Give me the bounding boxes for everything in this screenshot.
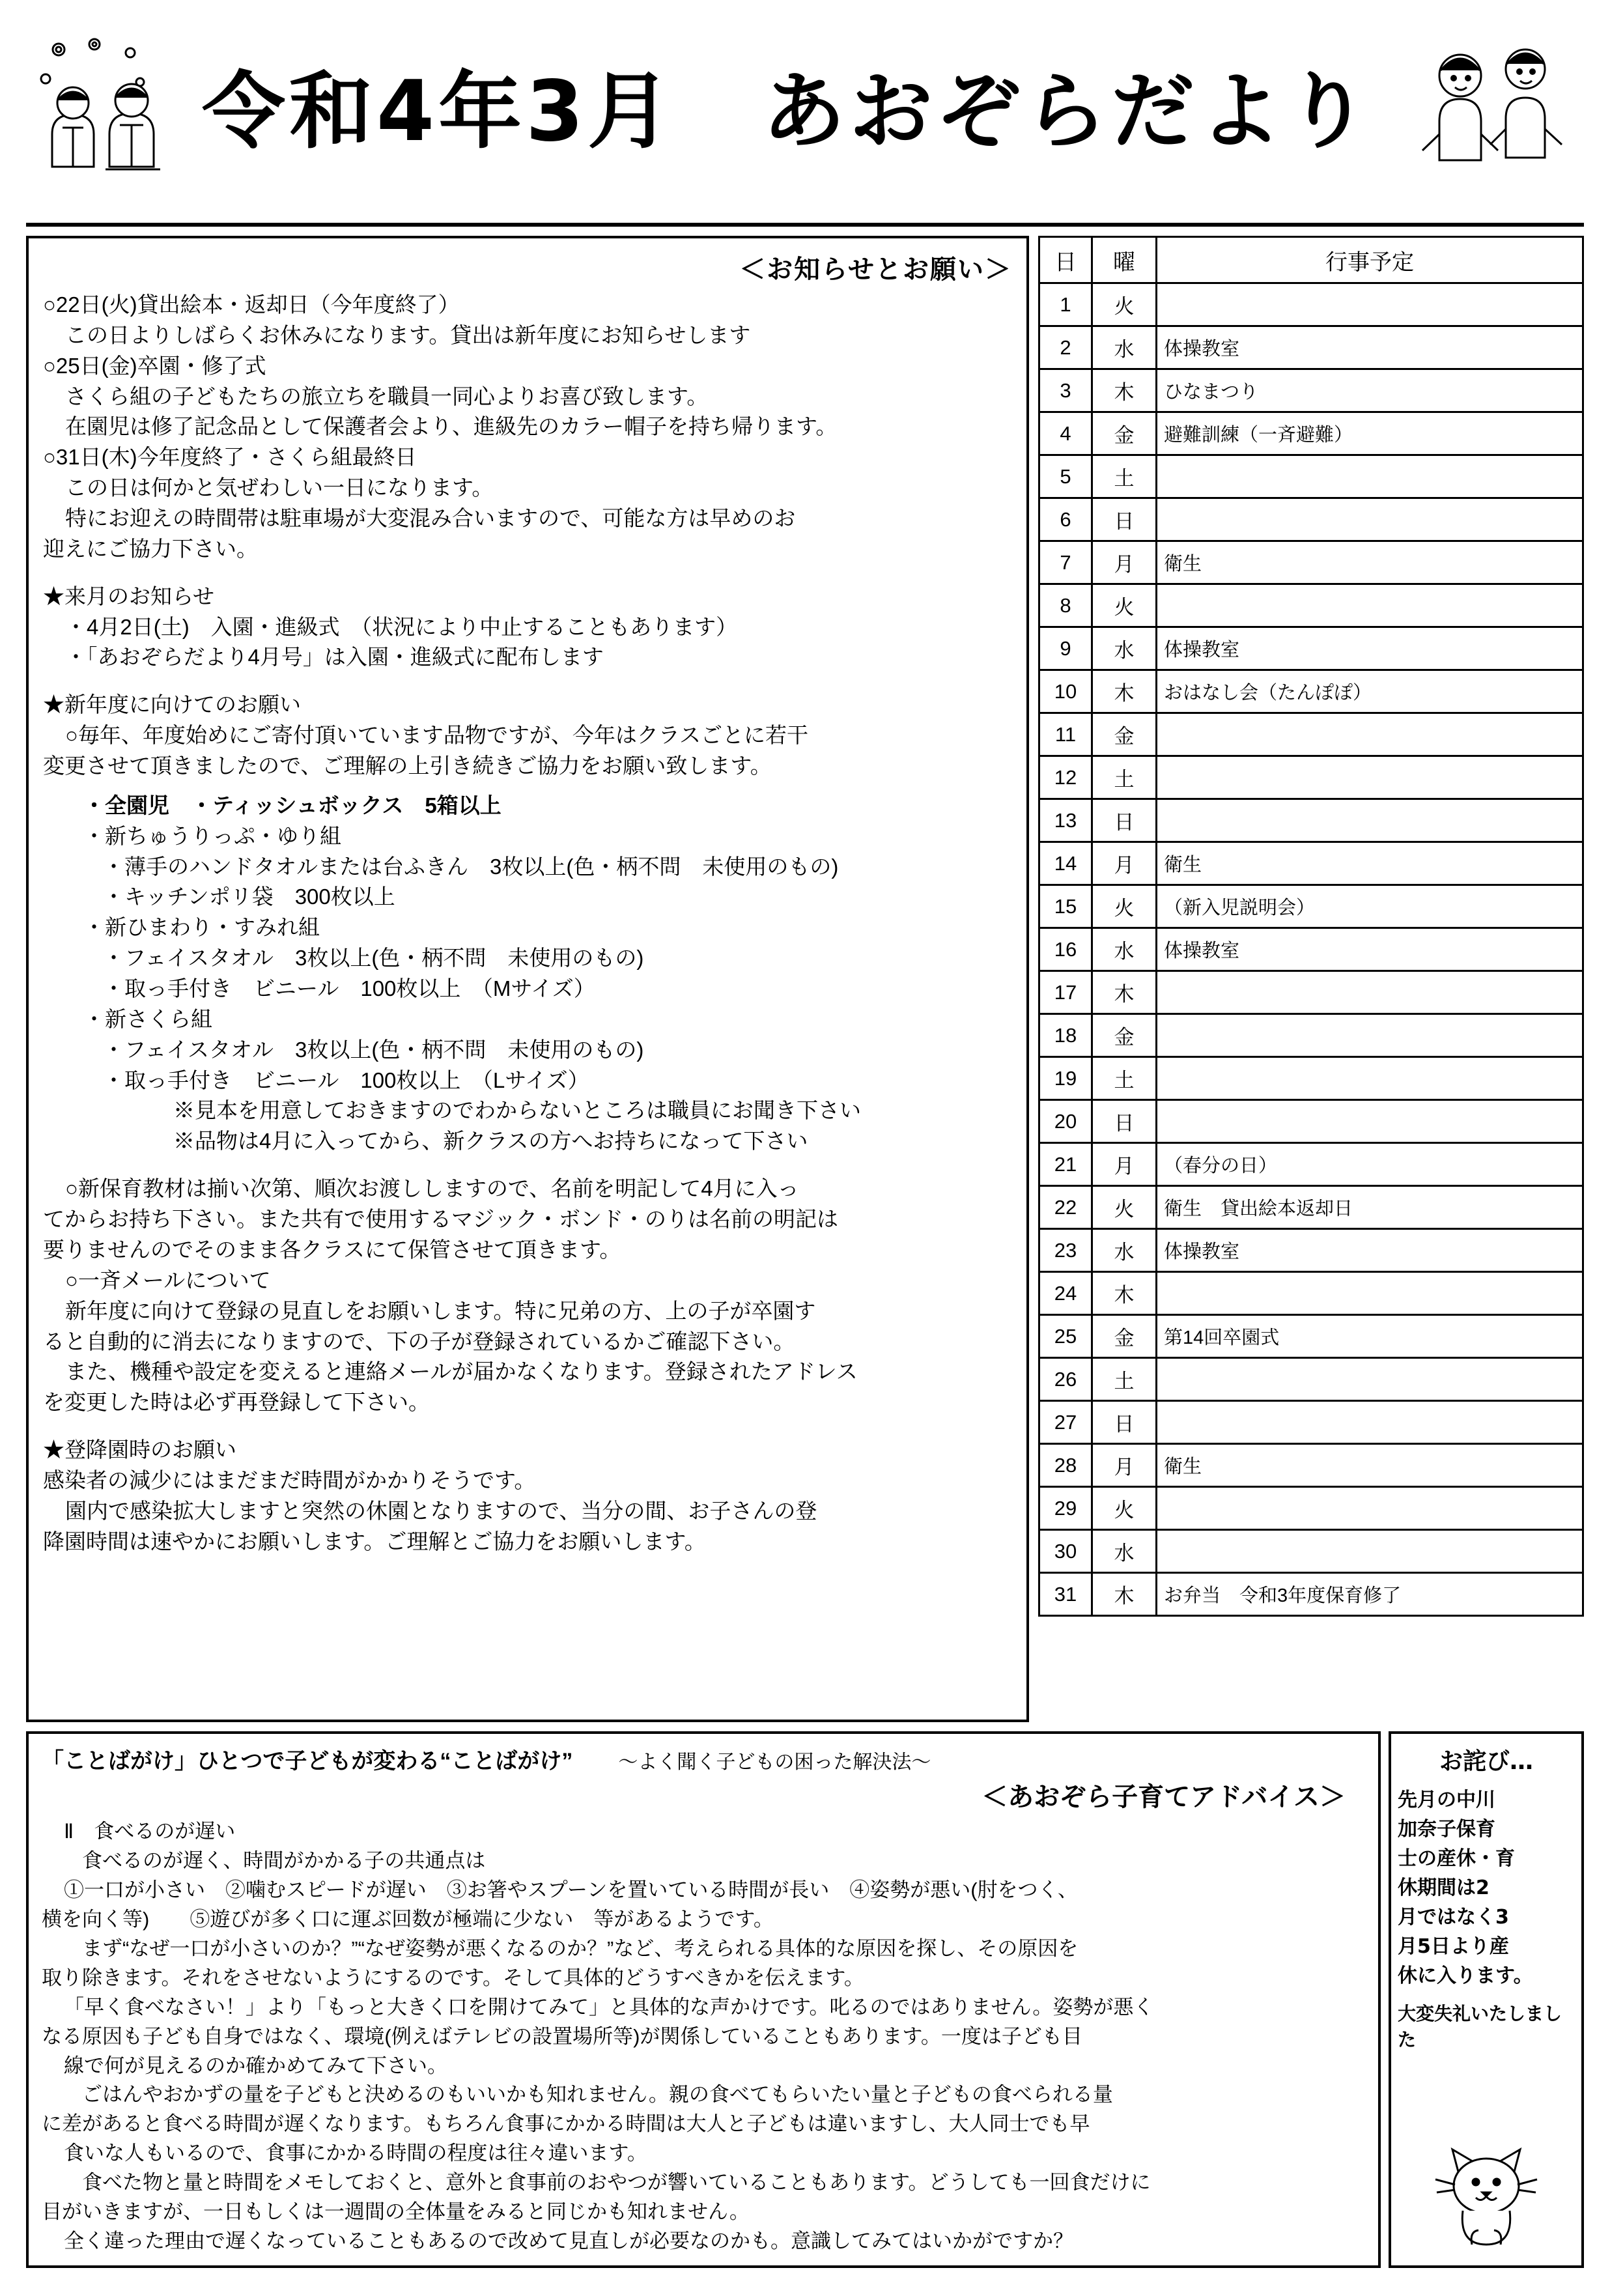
main-content <box>26 236 1584 1722</box>
table-row <box>1039 283 1583 326</box>
table-row <box>1039 1143 1583 1186</box>
table-row <box>1039 1100 1583 1143</box>
hina-dolls-icon <box>33 30 195 193</box>
donation-item: ・フェイスタオル 3枚以上(色・柄不問 未使用のもの) <box>103 1037 644 1062</box>
apology-line: 加奈子保育 <box>1398 1818 1495 1841</box>
cell-weekday: 木 <box>1092 369 1157 412</box>
cell-event: 体操教室 <box>1157 1229 1583 1272</box>
cell-weekday: 水 <box>1092 1229 1157 1272</box>
advice-paragraph: 食べるのが遅く、時間がかかる子の共通点は <box>82 1849 486 1872</box>
cell-day: 31 <box>1039 1573 1092 1616</box>
cell-weekday: 金 <box>1092 713 1157 756</box>
advice-title-row <box>42 1743 1365 1775</box>
table-row <box>1039 1573 1583 1616</box>
cell-day: 22 <box>1039 1186 1092 1229</box>
cell-day: 1 <box>1039 283 1092 326</box>
cell-day: 16 <box>1039 928 1092 971</box>
donation-note: ※品物は4月に入ってから、新クラスの方へお持ちになって下さい <box>173 1129 808 1154</box>
table-row <box>1039 1186 1583 1229</box>
cell-day: 6 <box>1039 498 1092 541</box>
cell-event <box>1157 1358 1583 1401</box>
apology-line: 先月の中川 <box>1398 1789 1495 1811</box>
notices-heading: ＜お知らせとお願い＞ <box>739 255 1012 285</box>
cell-day: 18 <box>1039 1014 1092 1057</box>
cell-weekday: 日 <box>1092 1100 1157 1143</box>
cell-day: 11 <box>1039 713 1092 756</box>
cell-weekday: 火 <box>1092 1487 1157 1530</box>
dropoff-heading: ★登降園時のお願い <box>43 1438 236 1462</box>
cell-event: 衛生 <box>1157 842 1583 885</box>
cell-event: お弁当 令和3年度保育修了 <box>1157 1573 1583 1616</box>
cell-day: 26 <box>1039 1358 1092 1401</box>
donation-item: ・取っ手付き ビニール 100枚以上 （Lサイズ） <box>103 1068 589 1092</box>
donation-item: ・キッチンポリ袋 300枚以上 <box>103 885 395 909</box>
cell-event: 衛生 <box>1157 541 1583 584</box>
donation-item: ・フェイスタオル 3枚以上(色・柄不問 未使用のもの) <box>103 946 644 971</box>
cell-day: 17 <box>1039 971 1092 1014</box>
cell-day: 29 <box>1039 1487 1092 1530</box>
newsletter-header <box>26 18 1584 227</box>
apology-panel <box>1389 1731 1584 2268</box>
cell-day: 15 <box>1039 885 1092 928</box>
mail-heading: ○一斉メールについて <box>65 1268 271 1292</box>
cell-day: 21 <box>1039 1143 1092 1186</box>
col-header-day: 日 <box>1039 237 1092 283</box>
advice-paragraph: まず“なぜ一口が小さいのか？”“なぜ姿勢が悪くなるのか？”など、考えられる具体的な原因を探し、その原因を <box>82 1936 1079 1960</box>
table-row <box>1039 842 1583 885</box>
apology-closing: 大変失礼いたしました <box>1398 2003 1562 2050</box>
cell-event <box>1157 455 1583 498</box>
cell-weekday: 水 <box>1092 627 1157 670</box>
cell-weekday: 月 <box>1092 1444 1157 1487</box>
table-row <box>1039 412 1583 455</box>
cell-weekday: 木 <box>1092 670 1157 713</box>
cell-event <box>1157 1057 1583 1100</box>
apology-line: 月5日より産 <box>1398 1935 1509 1958</box>
cell-weekday: 火 <box>1092 1186 1157 1229</box>
col-header-event: 行事予定 <box>1157 237 1583 283</box>
advice-paragraph: ①一口が小さい ②噛むスピードが遅い ③お箸やスプーンを置いている時間が長い ④姿勢が悪い(肘をつく、 <box>64 1878 1078 1901</box>
notice-item: ○31日(木)今年度終了・さくら組最終日 <box>43 445 417 470</box>
cell-event <box>1157 283 1583 326</box>
cell-event <box>1157 799 1583 842</box>
table-row <box>1039 1358 1583 1401</box>
table-row <box>1039 455 1583 498</box>
notice-item: この日は何かと気ぜわしい一日になります。 <box>65 475 494 500</box>
cell-event <box>1157 584 1583 627</box>
advice-paragraph: なる原因も子ども自身ではなく、環境(例えばテレビの設置場所等)が関係していることもあります。一度は子ども目 <box>42 2024 1082 2048</box>
cell-weekday: 火 <box>1092 584 1157 627</box>
next-month-heading: ★来月のお知らせ <box>43 584 215 608</box>
notice-item: 特にお迎えの時間帯は駐車場が大変混み合いますので、可能な方は早めのお <box>65 506 796 531</box>
cell-event <box>1157 1100 1583 1143</box>
table-row <box>1039 971 1583 1014</box>
cell-day: 9 <box>1039 627 1092 670</box>
apology-body <box>1398 1785 1575 1991</box>
table-row <box>1039 756 1583 799</box>
materials-line: ○新保育教材は揃い次第、順次お渡ししますので、名前を明記して4月に入っ <box>65 1176 799 1201</box>
table-row <box>1039 1229 1583 1272</box>
table-row <box>1039 1444 1583 1487</box>
cell-day: 5 <box>1039 455 1092 498</box>
advice-body <box>42 1817 1365 2256</box>
donation-item: ・薄手のハンドタオルまたは台ふきん 3枚以上(色・柄不問 未使用のもの) <box>103 854 839 879</box>
cell-event: 体操教室 <box>1157 326 1583 369</box>
cell-day: 4 <box>1039 412 1092 455</box>
table-row <box>1039 885 1583 928</box>
dropoff-line: 感染者の減少にはまだまだ時間がかかりそうです。 <box>43 1467 536 1492</box>
advice-paragraph: 食いな人もいるので、食事にかかる時間の程度は往々違います。 <box>64 2142 647 2165</box>
new-year-intro: ○毎年、年度始めにご寄付頂いています品物ですが、今年はクラスごとに若干 <box>65 723 808 748</box>
cell-day: 27 <box>1039 1401 1092 1444</box>
cell-weekday: 水 <box>1092 1530 1157 1573</box>
materials-line: 要りませんのでそのまま各クラスにて保管させて頂きます。 <box>43 1237 621 1262</box>
cell-weekday: 火 <box>1092 885 1157 928</box>
advice-paragraph: 取り除きます。それをさせないようにするのです。そして具体的どうすべきかを伝えます。 <box>42 1966 864 1989</box>
table-row <box>1039 1401 1583 1444</box>
donation-note: ※見本を用意しておきますのでわからないところは職員にお聞き下さい <box>173 1098 861 1123</box>
cell-weekday: 水 <box>1092 326 1157 369</box>
cell-weekday: 土 <box>1092 1057 1157 1100</box>
cell-weekday: 木 <box>1092 971 1157 1014</box>
cell-event <box>1157 498 1583 541</box>
cell-event: （春分の日） <box>1157 1143 1583 1186</box>
cell-event: 衛生 <box>1157 1444 1583 1487</box>
cell-day: 3 <box>1039 369 1092 412</box>
mail-line: また、機種や設定を変えると連絡メールが届かなくなります。登録されたアドレス <box>65 1359 858 1384</box>
apology-line: 休期間は2 <box>1398 1877 1490 1899</box>
table-row <box>1039 584 1583 627</box>
notice-item: さくら組の子どもたちの旅立ちを職員一同心よりお喜び致します。 <box>65 384 709 408</box>
advice-paragraph: 「早く食べなさい！」より「もっと大きく口を開けてみて」と具体的な声かけです。叱るのではありません。姿勢が悪く <box>64 1995 1154 2019</box>
dropoff-line: 園内で感染拡大しますと突然の休園となりますので、当分の間、お子さんの登 <box>65 1498 817 1523</box>
table-row <box>1039 1014 1583 1057</box>
cell-weekday: 火 <box>1092 283 1157 326</box>
mail-line: 新年度に向けて登録の見直しをお願いします。特に兄弟の方、上の子が卒園す <box>65 1298 816 1323</box>
apology-line: 月ではなく3 <box>1398 1906 1509 1929</box>
cell-event <box>1157 1272 1583 1315</box>
advice-banner: ＜あおぞら子育てアドバイス＞ <box>982 1782 1346 1812</box>
cell-event: 体操教室 <box>1157 627 1583 670</box>
cell-weekday: 月 <box>1092 1143 1157 1186</box>
advice-paragraph: ごはんやおかずの量を子どもと決めるのもいいかも知れません。親の食べてもらいたい量と子どもの食べられる量 <box>82 2083 1113 2106</box>
cell-day: 14 <box>1039 842 1092 885</box>
cell-day: 19 <box>1039 1057 1092 1100</box>
mail-line: を変更した時は必ず再登録して下さい。 <box>43 1390 430 1415</box>
table-header-row <box>1039 237 1583 283</box>
cell-day: 10 <box>1039 670 1092 713</box>
cell-event <box>1157 713 1583 756</box>
cell-weekday: 月 <box>1092 842 1157 885</box>
cell-event <box>1157 1530 1583 1573</box>
cell-day: 24 <box>1039 1272 1092 1315</box>
donation-item: ・取っ手付き ビニール 100枚以上 （Mサイズ） <box>103 976 595 1001</box>
advice-subtitle: ～よく聞く子どもの困った解決法～ <box>618 1751 931 1773</box>
table-row <box>1039 369 1583 412</box>
children-icon <box>1415 30 1577 193</box>
mail-line: ると自動的に消去になりますので、下の子が登録されているかご確認下さい。 <box>43 1329 795 1354</box>
newsletter-page <box>0 18 1610 2296</box>
cell-event: 第14回卒園式 <box>1157 1315 1583 1358</box>
cell-event <box>1157 1014 1583 1057</box>
materials-line: てからお持ち下さい。また共有で使用するマジック・ボンド・のりは名前の明記は <box>43 1207 838 1232</box>
event-calendar-table <box>1038 236 1584 1617</box>
cell-weekday: 金 <box>1092 412 1157 455</box>
cell-day: 7 <box>1039 541 1092 584</box>
childcare-advice-panel <box>26 1731 1381 2268</box>
table-row <box>1039 1272 1583 1315</box>
notice-item: この日よりしばらくお休みになります。貸出は新年度にお知らせします <box>65 322 751 347</box>
cell-event: （新入児説明会） <box>1157 885 1583 928</box>
next-month-item: ・4月2日(土) 入園・進級式 （状況により中止することもあります） <box>65 614 738 639</box>
cell-weekday: 月 <box>1092 541 1157 584</box>
next-month-item: ・「あおぞらだより4月号」は入園・進級式に配布します <box>65 645 604 670</box>
donation-item: ・新さくら組 <box>83 1006 212 1031</box>
apology-line: 休に入ります。 <box>1398 1964 1533 1987</box>
dropoff-line: 降園時間は速やかにお願いします。ご理解とご協力をお願いします。 <box>43 1529 706 1553</box>
advice-paragraph: 横を向く等) ⑤遊びが多く口に運ぶ回数が極端に少ない 等があるようです。 <box>42 1907 774 1931</box>
cell-day: 13 <box>1039 799 1092 842</box>
table-row <box>1039 1315 1583 1358</box>
table-row <box>1039 627 1583 670</box>
cell-weekday: 土 <box>1092 756 1157 799</box>
cell-weekday: 土 <box>1092 1358 1157 1401</box>
table-row <box>1039 928 1583 971</box>
calendar-panel <box>1038 236 1584 1722</box>
cell-event <box>1157 1401 1583 1444</box>
donation-item: ・新ひまわり・すみれ組 <box>83 915 320 940</box>
table-row <box>1039 541 1583 584</box>
cell-day: 20 <box>1039 1100 1092 1143</box>
cell-event: 体操教室 <box>1157 928 1583 971</box>
notice-item: 迎えにご協力下さい。 <box>43 536 258 561</box>
cell-event: おはなし会（たんぽぽ） <box>1157 670 1583 713</box>
advice-paragraph: 目がいきますが、一日もしくは一週間の全体量をみると同じかも知れません。 <box>42 2200 750 2224</box>
cell-day: 8 <box>1039 584 1092 627</box>
donation-item: ・全園児 ・ティッシュボックス 5箱以上 <box>83 793 501 817</box>
apology-line: 士の産休・育 <box>1398 1847 1515 1870</box>
new-year-intro: 変更させて頂きましたので、ご理解の上引き続きご協力をお願い致します。 <box>43 754 772 778</box>
notice-item: ○22日(火)貸出絵本・返却日（今年度終了） <box>43 292 460 317</box>
advice-title: 「ことばがけ」ひとつで子どもが変わる“ことばがけ” <box>42 1749 573 1774</box>
cell-weekday: 金 <box>1092 1014 1157 1057</box>
cell-event <box>1157 1487 1583 1530</box>
advice-paragraph: 線で何が見えるのか確かめてみて下さい。 <box>64 2054 447 2077</box>
notices-list <box>43 290 1012 1557</box>
notices-panel <box>26 236 1029 1722</box>
cell-day: 25 <box>1039 1315 1092 1358</box>
table-row <box>1039 1487 1583 1530</box>
cell-weekday: 木 <box>1092 1272 1157 1315</box>
table-row <box>1039 670 1583 713</box>
cell-weekday: 土 <box>1092 455 1157 498</box>
advice-paragraph: 食べた物と量と時間をメモしておくと、意外と食事前のおやつが響いていることもあります。どうしても一回食だけに <box>82 2171 1151 2194</box>
apology-title: お詫び… <box>1439 1748 1533 1775</box>
cell-event: 衛生 貸出絵本返却日 <box>1157 1186 1583 1229</box>
advice-paragraph: に差があると食べる時間が遅くなります。もちろん食事にかかる時間は大人と子どもは違いますし、大人同士でも早 <box>42 2112 1090 2136</box>
table-row <box>1039 1530 1583 1573</box>
notice-item: 在園児は修了記念品として保護者会より、進級先のカラー帽子を持ち帰ります。 <box>65 414 838 439</box>
table-row <box>1039 498 1583 541</box>
cat-icon <box>1421 2130 1551 2260</box>
cell-day: 12 <box>1039 756 1092 799</box>
page-title: 令和4年3月 あおぞらだより <box>202 63 1374 160</box>
cell-event <box>1157 756 1583 799</box>
cell-weekday: 木 <box>1092 1573 1157 1616</box>
col-header-weekday: 曜 <box>1092 237 1157 283</box>
cell-day: 2 <box>1039 326 1092 369</box>
cell-weekday: 日 <box>1092 1401 1157 1444</box>
table-row <box>1039 1057 1583 1100</box>
donation-item: ・新ちゅうりっぷ・ゆり組 <box>83 823 341 848</box>
advice-paragraph: 全く違った理由で遅くなっていることもあるので改めて見直しが必要なのかも。意識してみてはいかがですか？ <box>64 2230 1073 2253</box>
cell-day: 23 <box>1039 1229 1092 1272</box>
table-row <box>1039 799 1583 842</box>
cell-weekday: 日 <box>1092 799 1157 842</box>
table-row <box>1039 326 1583 369</box>
cell-weekday: 金 <box>1092 1315 1157 1358</box>
bottom-section <box>26 1731 1584 2268</box>
cell-weekday: 水 <box>1092 928 1157 971</box>
notice-item: ○25日(金)卒園・修了式 <box>43 353 266 378</box>
advice-paragraph: Ⅱ 食べるのが遅い <box>64 1820 236 1843</box>
new-year-heading: ★新年度に向けてのお願い <box>43 692 301 717</box>
cell-day: 30 <box>1039 1530 1092 1573</box>
cell-day: 28 <box>1039 1444 1092 1487</box>
cell-event: 避難訓練（一斉避難） <box>1157 412 1583 455</box>
cell-weekday: 日 <box>1092 498 1157 541</box>
cell-event <box>1157 971 1583 1014</box>
table-row <box>1039 713 1583 756</box>
cell-event: ひなまつり <box>1157 369 1583 412</box>
